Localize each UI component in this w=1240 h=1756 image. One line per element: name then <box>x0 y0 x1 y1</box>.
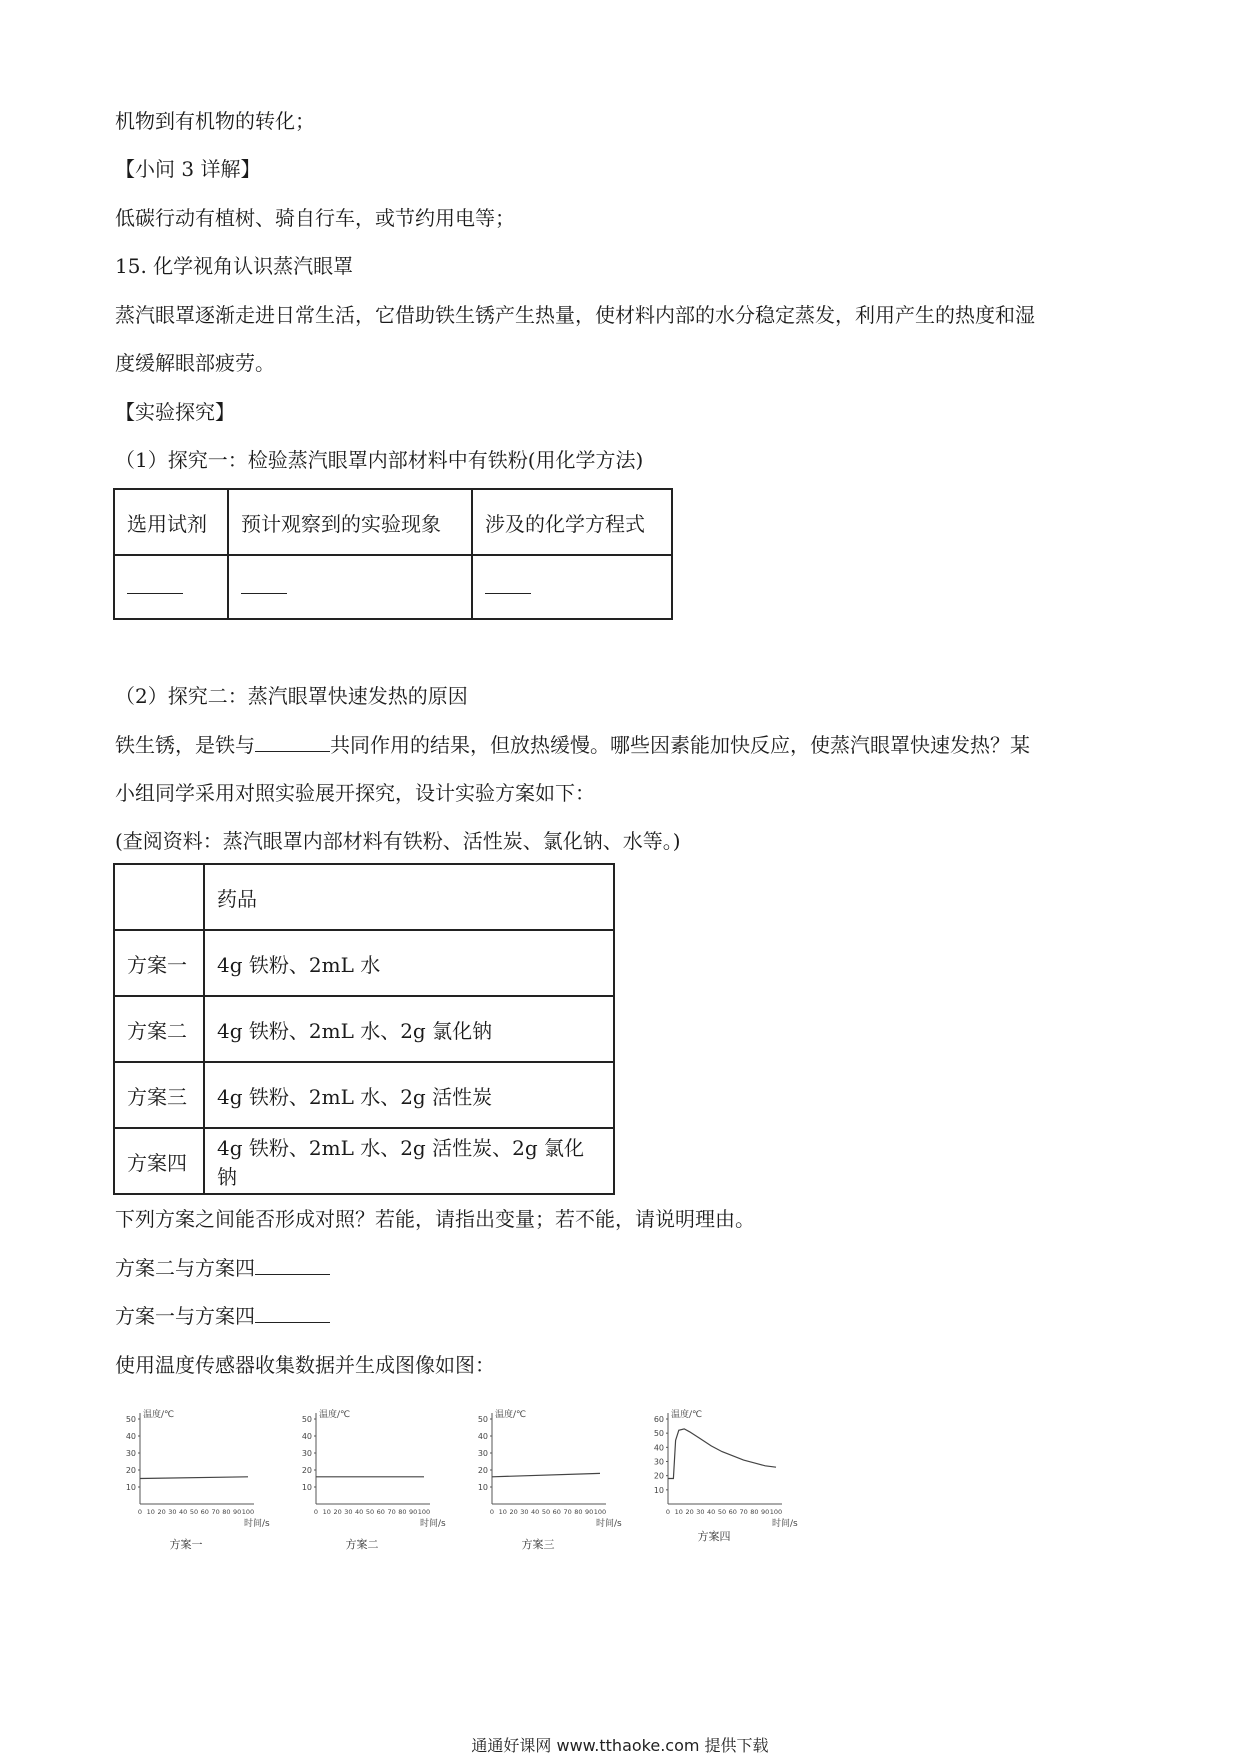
chart-title: 方案四 <box>697 1530 731 1543</box>
y-tick-label: 40 <box>125 1432 136 1441</box>
y-tick-label: 10 <box>477 1483 488 1492</box>
x-tick-label: 20 <box>509 1508 518 1516</box>
answer-blank[interactable] <box>255 733 330 752</box>
text-line: 小组同学采用对照实验展开探究，设计实验方案如下： <box>115 781 595 805</box>
x-tick-label: 100 <box>241 1508 255 1516</box>
chart-panel <box>126 1408 270 1551</box>
exploration-table-1 <box>113 488 673 620</box>
x-tick-label: 90 <box>585 1508 594 1516</box>
x-tick-label: 60 <box>200 1508 209 1516</box>
x-tick-label: 30 <box>168 1508 177 1516</box>
y-tick-label: 40 <box>301 1432 312 1441</box>
x-tick-label: 40 <box>707 1508 716 1516</box>
x-tick-label: 100 <box>417 1508 431 1516</box>
x-tick-label: 90 <box>409 1508 418 1516</box>
y-tick-label: 50 <box>477 1415 488 1424</box>
answer-blank[interactable] <box>485 577 531 594</box>
table-row <box>114 1062 614 1128</box>
text-line: 使用温度传感器收集数据并生成图像如图： <box>115 1353 495 1377</box>
table-header-cell: 预计观察到的实验现象 <box>228 489 472 555</box>
x-axis-label: 时间/s <box>420 1519 446 1529</box>
x-tick-label: 100 <box>593 1508 607 1516</box>
scheme-content: 4g 铁粉、2mL 水、2g 活性炭 <box>204 1062 614 1128</box>
question-title: 15. 化学视角认识蒸汽眼罩 <box>115 254 354 278</box>
scheme-label: 方案四 <box>114 1128 204 1194</box>
text-fragment: 方案二与方案四 <box>115 1256 255 1280</box>
y-tick-label: 10 <box>301 1483 312 1492</box>
x-tick-label: 20 <box>157 1508 166 1516</box>
scheme-table <box>113 863 615 1195</box>
table-row <box>114 1128 614 1194</box>
text-line: (查阅资料：蒸汽眼罩内部材料有铁粉、活性炭、氯化钠、水等。) <box>115 829 681 853</box>
y-tick-label: 60 <box>653 1415 664 1424</box>
x-tick-label: 80 <box>398 1508 407 1516</box>
x-tick-label: 40 <box>531 1508 540 1516</box>
section-heading: 【小问 3 详解】 <box>115 157 261 181</box>
x-tick-label: 10 <box>322 1508 331 1516</box>
x-tick-label: 100 <box>769 1508 783 1516</box>
x-tick-label: 70 <box>387 1508 396 1516</box>
y-axis-label: 温度/℃ <box>671 1410 703 1420</box>
text-line <box>115 731 1030 759</box>
x-tick-label: 30 <box>344 1508 353 1516</box>
chart-panel <box>654 1408 798 1543</box>
text-line: 下列方案之间能否形成对照？若能，请指出变量；若不能，请说明理由。 <box>115 1207 755 1231</box>
text-line: 机物到有机物的转化； <box>115 109 315 133</box>
table-header-cell <box>114 864 204 930</box>
x-tick-label: 90 <box>233 1508 242 1516</box>
y-tick-label: 20 <box>477 1466 488 1475</box>
y-tick-label: 30 <box>653 1457 664 1467</box>
x-tick-label: 50 <box>541 1508 551 1516</box>
chart-panel <box>478 1408 622 1551</box>
y-tick-label: 30 <box>477 1449 488 1458</box>
x-axis-label: 时间/s <box>244 1519 270 1529</box>
text-line: （1）探究一：检验蒸汽眼罩内部材料中有铁粉(用化学方法) <box>115 448 644 472</box>
x-tick-label: 10 <box>498 1508 507 1516</box>
y-axis-label: 温度/℃ <box>319 1410 351 1420</box>
answer-blank[interactable] <box>255 1304 330 1323</box>
chart-title: 方案三 <box>521 1538 555 1551</box>
y-axis-label: 温度/℃ <box>143 1410 175 1420</box>
y-tick-label: 50 <box>301 1415 312 1424</box>
x-tick-label: 80 <box>750 1508 759 1516</box>
series-line <box>492 1473 600 1476</box>
x-tick-label: 0 <box>313 1508 319 1516</box>
answer-blank-cell[interactable] <box>472 555 672 619</box>
x-tick-label: 0 <box>489 1508 495 1516</box>
table-row <box>114 996 614 1062</box>
x-tick-label: 10 <box>674 1508 683 1516</box>
footer: 通通好课网 www.tthaoke.com 提供下载 <box>471 1736 769 1755</box>
chart-panel <box>302 1408 446 1551</box>
y-tick-label: 20 <box>301 1466 312 1475</box>
text-line: 低碳行动有植树、骑自行车，或节约用电等； <box>115 206 515 230</box>
chart-title: 方案一 <box>169 1538 203 1551</box>
x-tick-label: 40 <box>355 1508 364 1516</box>
answer-blank[interactable] <box>255 1256 330 1275</box>
x-tick-label: 90 <box>761 1508 770 1516</box>
y-tick-label: 40 <box>653 1443 664 1453</box>
y-tick-label: 10 <box>653 1485 664 1495</box>
x-tick-label: 40 <box>179 1508 188 1516</box>
temperature-charts <box>112 1392 832 1562</box>
text-line: 蒸汽眼罩逐渐走进日常生活，它借助铁生锈产生热量，使材料内部的水分稳定蒸发，利用产生的热度和湿 <box>115 303 1035 327</box>
text-line <box>115 1254 330 1282</box>
x-tick-label: 70 <box>739 1508 748 1516</box>
x-tick-label: 60 <box>552 1508 561 1516</box>
table-header-cell: 选用试剂 <box>114 489 228 555</box>
x-tick-label: 50 <box>717 1508 727 1516</box>
text-fragment: 方案一与方案四 <box>115 1304 255 1328</box>
y-tick-label: 30 <box>301 1449 312 1458</box>
x-tick-label: 70 <box>563 1508 572 1516</box>
text-line <box>115 1302 330 1330</box>
x-tick-label: 60 <box>728 1508 737 1516</box>
y-tick-label: 30 <box>125 1449 136 1458</box>
text-fragment: 铁生锈，是铁与 <box>115 733 255 757</box>
series-line <box>668 1429 776 1479</box>
scheme-label: 方案一 <box>114 930 204 996</box>
scheme-content: 4g 铁粉、2mL 水、2g 活性炭、2g 氯化钠 <box>204 1128 614 1194</box>
x-tick-label: 70 <box>211 1508 220 1516</box>
scheme-content: 4g 铁粉、2mL 水 <box>204 930 614 996</box>
answer-blank[interactable] <box>241 577 287 594</box>
y-tick-label: 50 <box>653 1429 664 1439</box>
scheme-content: 4g 铁粉、2mL 水、2g 氯化钠 <box>204 996 614 1062</box>
table-header-cell: 涉及的化学方程式 <box>472 489 672 555</box>
x-tick-label: 20 <box>333 1508 342 1516</box>
y-tick-label: 50 <box>125 1415 136 1424</box>
y-tick-label: 40 <box>477 1432 488 1441</box>
x-tick-label: 80 <box>222 1508 231 1516</box>
x-tick-label: 20 <box>685 1508 694 1516</box>
x-axis-label: 时间/s <box>596 1519 622 1529</box>
x-tick-label: 80 <box>574 1508 583 1516</box>
x-tick-label: 50 <box>365 1508 375 1516</box>
x-tick-label: 50 <box>189 1508 199 1516</box>
x-tick-label: 30 <box>520 1508 529 1516</box>
x-axis-label: 时间/s <box>772 1519 798 1529</box>
scheme-label: 方案二 <box>114 996 204 1062</box>
text-fragment: 共同作用的结果，但放热缓慢。哪些因素能加快反应，使蒸汽眼罩快速发热？某 <box>330 733 1030 757</box>
x-tick-label: 0 <box>137 1508 143 1516</box>
table-header-cell: 药品 <box>204 864 614 930</box>
answer-blank[interactable] <box>127 577 183 594</box>
x-tick-label: 60 <box>376 1508 385 1516</box>
y-tick-label: 20 <box>653 1471 664 1481</box>
answer-blank-cell[interactable] <box>114 555 228 619</box>
x-tick-label: 30 <box>696 1508 705 1516</box>
text-line: 度缓解眼部疲劳。 <box>115 351 275 375</box>
y-tick-label: 10 <box>125 1483 136 1492</box>
y-axis-label: 温度/℃ <box>495 1410 527 1420</box>
x-tick-label: 10 <box>146 1508 155 1516</box>
scheme-label: 方案三 <box>114 1062 204 1128</box>
series-line <box>140 1477 248 1479</box>
x-tick-label: 0 <box>665 1508 671 1516</box>
text-line: （2）探究二：蒸汽眼罩快速发热的原因 <box>115 684 468 708</box>
answer-blank-cell[interactable] <box>228 555 472 619</box>
y-tick-label: 20 <box>125 1466 136 1475</box>
section-heading: 【实验探究】 <box>115 400 235 424</box>
table-row <box>114 930 614 996</box>
chart-title: 方案二 <box>345 1538 379 1551</box>
